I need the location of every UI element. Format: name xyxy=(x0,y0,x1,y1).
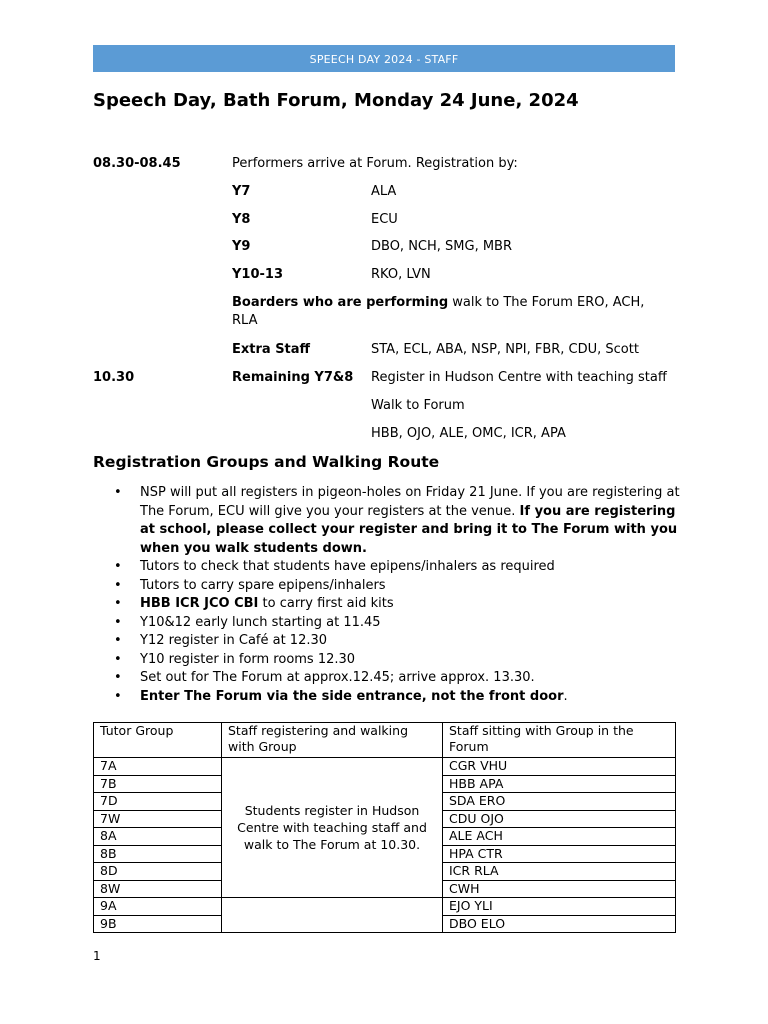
year-label: Y8 xyxy=(232,212,251,227)
remaining-line3: HBB, OJO, ALE, OMC, ICR, APA xyxy=(371,426,566,441)
bullet-bold-text: HBB ICR JCO CBI xyxy=(140,596,259,611)
sitting-staff-cell: CDU OJO xyxy=(443,810,676,828)
year-staff: DBO, NCH, SMG, MBR xyxy=(371,239,513,254)
tutor-group-cell: 8A xyxy=(94,828,222,846)
year-label: Y9 xyxy=(232,239,251,254)
tutor-group-cell: 8W xyxy=(94,880,222,898)
tutor-group-cell: 7D xyxy=(94,793,222,811)
tutor-group-cell: 8D xyxy=(94,863,222,881)
list-item: • Y12 register in Café at 12.30 xyxy=(93,632,683,651)
section-heading: Registration Groups and Walking Route xyxy=(93,453,440,471)
boarders-rest: walk to The Forum ERO, ACH, xyxy=(448,295,645,310)
boarders-line2: RLA xyxy=(232,313,258,328)
year-label: Y10-13 xyxy=(232,267,283,282)
sitting-staff-cell: HPA CTR xyxy=(443,845,676,863)
bullet-bold-text: Enter The Forum via the side entrance, not the front door xyxy=(140,688,564,704)
table-header-row xyxy=(94,723,676,758)
bullet-text: NSP will put all registers in pigeon-holes on Friday 21 June. If you are registering at The Forum, ECU will give you your registers at the venue. xyxy=(140,485,680,519)
tutor-group-cell: 9A xyxy=(94,898,222,916)
list-item: • Set out for The Forum at approx.12.45; arrive approx. 13.30. xyxy=(93,669,683,688)
sitting-staff-cell: CWH xyxy=(443,880,676,898)
page-title: Speech Day, Bath Forum, Monday 24 June, 2024 xyxy=(93,90,579,111)
extra-staff-label: Extra Staff xyxy=(232,342,311,357)
sitting-staff-cell: ICR RLA xyxy=(443,863,676,881)
remaining-line2: Walk to Forum xyxy=(371,398,465,413)
header-banner: SPEECH DAY 2024 - STAFF xyxy=(93,45,675,72)
column-header: Tutor Group xyxy=(94,723,222,758)
bullet-text: . xyxy=(563,688,568,704)
remaining-line1: Register in Hudson Centre with teaching staff xyxy=(371,370,667,385)
list-item: • Y10&12 early lunch starting at 11.45 xyxy=(93,614,683,633)
bullet-bold-text: If you are registering at school, please collect your register and bring it to The Forum with you when you walk students down. xyxy=(140,503,678,556)
list-item xyxy=(93,688,683,707)
table-row xyxy=(94,898,676,916)
instructions-list xyxy=(93,484,683,706)
year-label: Y7 xyxy=(232,184,251,199)
list-item: • Tutors to carry spare epipens/inhalers xyxy=(93,577,683,596)
tutor-group-cell: 7B xyxy=(94,775,222,793)
year-staff: ALA xyxy=(371,184,397,199)
tutor-group-cell: 7A xyxy=(94,758,222,776)
sitting-staff-cell: CGR VHU xyxy=(443,758,676,776)
boarders-line xyxy=(232,294,644,312)
list-item xyxy=(93,595,683,614)
list-item xyxy=(93,484,683,558)
list-item: • Tutors to check that students have epipens/inhalers as required xyxy=(93,558,683,577)
sitting-staff-cell: SDA ERO xyxy=(443,793,676,811)
walking-staff-cell xyxy=(222,898,443,933)
tutor-group-cell: 8B xyxy=(94,845,222,863)
sitting-staff-cell: EJO YLI xyxy=(443,898,676,916)
column-header: Staff registering and walking with Group xyxy=(222,723,443,758)
year-staff: ECU xyxy=(371,212,398,227)
extra-staff-list: STA, ECL, ABA, NSP, NPI, FBR, CDU, Scott xyxy=(371,342,639,357)
walking-note-cell: Students register in Hudson Centre with teaching staff and walk to The Forum at 10.30. xyxy=(222,758,443,898)
tutor-group-cell: 7W xyxy=(94,810,222,828)
boarders-bold: Boarders who are performing xyxy=(232,295,449,310)
tutor-group-table xyxy=(93,722,676,933)
schedule-time: 08.30-08.45 xyxy=(93,156,181,171)
column-header: Staff sitting with Group in the Forum xyxy=(443,723,676,758)
bullet-text: to carry first aid kits xyxy=(258,596,394,611)
schedule-text: Performers arrive at Forum. Registration by: xyxy=(232,156,518,171)
page-number: 1 xyxy=(93,949,101,963)
remaining-label: Remaining Y7&8 xyxy=(232,370,354,385)
year-staff: RKO, LVN xyxy=(371,267,431,282)
tutor-group-cell: 9B xyxy=(94,915,222,933)
list-item: • Y10 register in form rooms 12.30 xyxy=(93,651,683,670)
sitting-staff-cell: DBO ELO xyxy=(443,915,676,933)
schedule-time: 10.30 xyxy=(93,370,135,385)
sitting-staff-cell: ALE ACH xyxy=(443,828,676,846)
sitting-staff-cell: HBB APA xyxy=(443,775,676,793)
table-row xyxy=(94,758,676,776)
